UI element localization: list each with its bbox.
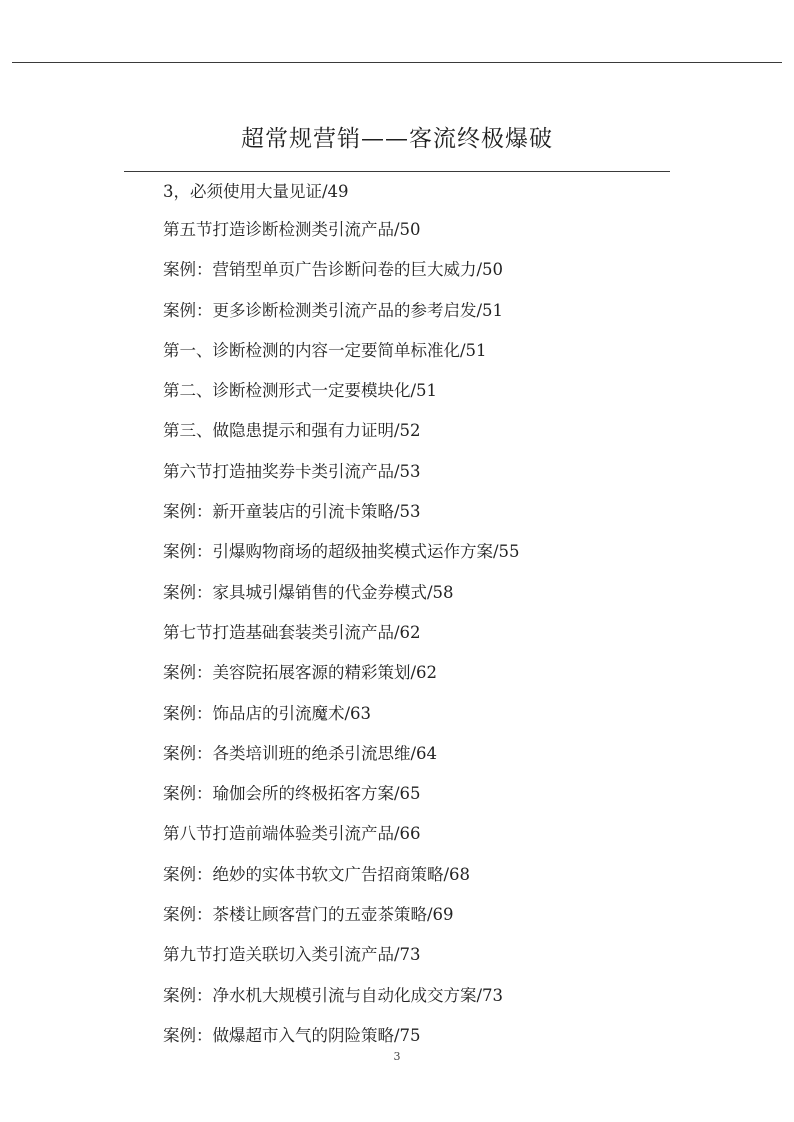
document-title: 超常规营销——客流终极爆破 — [241, 126, 553, 152]
toc-entry: 案例：家具城引爆销售的代金券模式/58 — [163, 582, 454, 602]
toc-entry: 案例：新开童装店的引流卡策略/53 — [163, 502, 421, 522]
toc-entry: 第九节打造关联切入类引流产品/73 — [163, 945, 421, 965]
toc-entry: 第一、诊断检测的内容一定要简单标准化/51 — [163, 340, 487, 360]
toc-entry: 第六节打造抽奖券卡类引流产品/53 — [163, 461, 421, 481]
toc-entry: 案例：各类培训班的绝杀引流思维/64 — [163, 743, 438, 763]
toc-entry: 案例：净水机大规模引流与自动化成交方案/73 — [163, 985, 504, 1005]
toc-entry: 第八节打造前端体验类引流产品/66 — [163, 824, 421, 844]
toc-entry: 第二、诊断检测形式一定要模块化/51 — [163, 381, 438, 401]
toc-entry: 案例：美容院拓展客源的精彩策划/62 — [163, 663, 438, 683]
toc-entry: 案例：绝妙的实体书软文广告招商策略/68 — [163, 864, 471, 884]
toc-entry: 案例：引爆购物商场的超级抽奖模式运作方案/55 — [163, 542, 520, 562]
toc-entry: 第七节打造基础套装类引流产品/62 — [163, 622, 421, 642]
toc-entry: 3，必须使用大量见证/49 — [163, 182, 349, 201]
toc-entry: 案例：瑜伽会所的终极拓客方案/65 — [163, 784, 421, 804]
toc-entry: 案例：更多诊断检测类引流产品的参考启发/51 — [163, 300, 504, 320]
header-divider — [12, 62, 782, 63]
table-of-contents — [163, 174, 723, 1056]
page-number: 3 — [393, 1050, 401, 1063]
toc-entry: 第三、做隐患提示和强有力证明/52 — [163, 421, 421, 441]
toc-entry: 案例：营销型单页广告诊断问卷的巨大威力/50 — [163, 260, 504, 280]
toc-entry: 案例：饰品店的引流魔术/63 — [163, 703, 372, 723]
toc-entry: 第五节打造诊断检测类引流产品/50 — [163, 220, 421, 239]
title-divider — [124, 171, 670, 172]
toc-entry: 案例：做爆超市入气的阴险策略/75 — [163, 1025, 421, 1045]
toc-entry: 案例：茶楼让顾客营门的五壶茶策略/69 — [163, 905, 454, 925]
